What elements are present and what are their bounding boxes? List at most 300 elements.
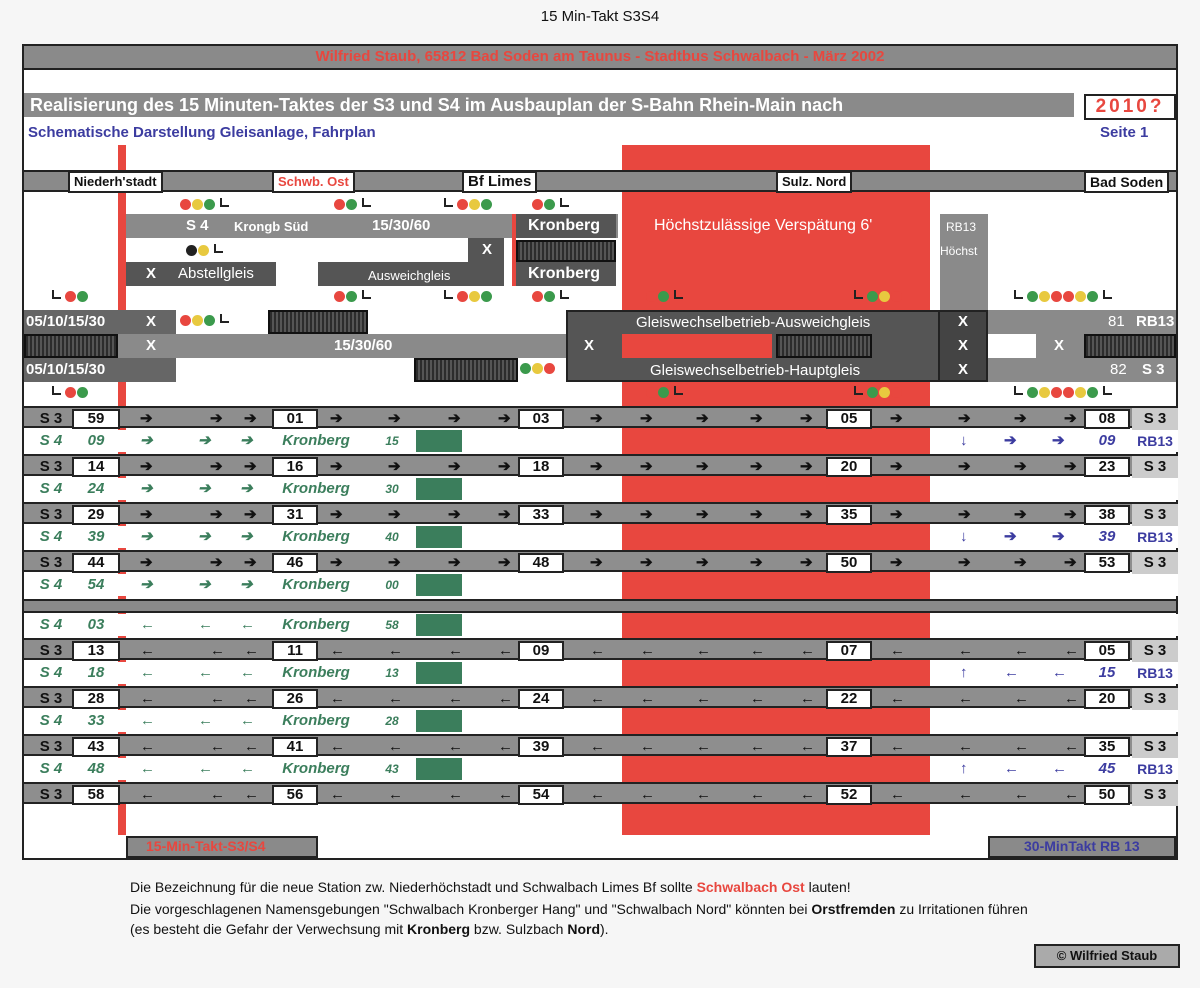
station-time: 54	[518, 785, 564, 805]
arrow-icon: ←	[210, 690, 225, 707]
led-display-gw	[776, 334, 872, 358]
end-line-label: RB13	[1137, 529, 1173, 545]
end-time: 35	[1084, 737, 1130, 757]
station-time: 07	[826, 641, 872, 661]
arrow-icon: ➔	[210, 458, 223, 475]
timetable-row	[24, 638, 1178, 660]
station-time: 48	[518, 553, 564, 573]
departure-time: 39	[87, 528, 105, 545]
station-schwalbach-ost: Schwb. Ost	[272, 171, 355, 193]
arrow-icon: ➔	[388, 410, 401, 427]
end-time: 39	[1098, 528, 1116, 545]
arrow-icon: ➔	[696, 506, 709, 523]
end-time: 38	[1084, 505, 1130, 525]
station-time: 35	[826, 505, 872, 525]
timetable-row	[24, 502, 1178, 524]
arrow-icon: ←	[498, 690, 513, 707]
station-time: 52	[826, 785, 872, 805]
departure-time: 28	[72, 689, 120, 709]
s4-label: S 4	[186, 217, 209, 234]
arrow-icon: ➔	[640, 458, 653, 475]
station-bar	[24, 170, 1176, 192]
line-label: S 4	[39, 712, 63, 729]
led-display-mid-top	[268, 310, 368, 334]
signal-light-17	[850, 386, 903, 398]
arrow-icon: ➔	[958, 506, 971, 523]
x-marker-gw-1: X	[958, 313, 969, 330]
arrow-icon: ←	[800, 786, 815, 803]
arrow-icon: ➔	[890, 554, 903, 571]
end-line-label: S 3	[1132, 640, 1178, 662]
arrow-icon: ←	[1014, 738, 1029, 755]
arrow-icon: ←	[1014, 690, 1029, 707]
arrow-icon: ➔	[640, 410, 653, 427]
signal-light-14	[520, 362, 556, 374]
arrow-icon: ➔	[1014, 506, 1027, 523]
timetable-row	[24, 406, 1178, 428]
arrow-icon: ←	[890, 738, 905, 755]
station-time: 33	[518, 505, 564, 525]
timetable-row	[24, 454, 1178, 476]
arrow-icon: ➔	[498, 554, 511, 571]
abstellgleis-label: Abstellgleis	[178, 265, 254, 282]
arrow-icon: ➔	[140, 554, 153, 571]
arrow-icon: ➔	[1064, 554, 1077, 571]
arrow-icon: ←	[696, 786, 711, 803]
departure-time: 44	[72, 553, 120, 573]
station-time: 56	[272, 785, 318, 805]
red-patch-mid	[622, 334, 772, 358]
end-line-label: S 3	[1132, 784, 1178, 806]
destination-label: Kronberg	[282, 576, 350, 593]
arrow-icon: ➔	[590, 554, 603, 571]
direction-separator	[24, 599, 1176, 613]
author-banner-text: Wilfried Staub, 65812 Bad Soden am Taunus - Stadtbus Schwalbach - März 2002	[315, 48, 885, 65]
arrow-icon: ←	[330, 738, 345, 755]
station-time: 20	[826, 457, 872, 477]
arrow-icon: ←	[890, 642, 905, 659]
arrow-icon: ➔	[240, 576, 253, 593]
timetable-row	[24, 550, 1178, 572]
arrow-icon: ➔	[388, 506, 401, 523]
arrow-icon: ➔	[448, 554, 461, 571]
end-line-label: S 3	[1132, 736, 1178, 758]
arrow-icon: ➔	[330, 410, 343, 427]
note-text: Die Bezeichnung für die neue Station zw. Niederhöchstadt und Schwalbach Limes Bf sollte	[130, 879, 697, 895]
arrow-icon: ←	[244, 738, 259, 755]
arrow-icon: ←	[498, 786, 513, 803]
takt-label-mid: 15/30/60	[334, 337, 393, 354]
arrow-icon: ←	[958, 690, 973, 707]
arrow-icon: ➔	[448, 506, 461, 523]
arrow-icon: ←	[696, 738, 711, 755]
arrow-icon: ➔	[958, 410, 971, 427]
delay-zone-row	[622, 526, 930, 548]
arrow-icon: ←	[1014, 786, 1029, 803]
arrow-icon: ➔	[800, 410, 813, 427]
line-label: S 3	[39, 690, 63, 707]
end-time: 08	[1084, 409, 1130, 429]
heading: Realisierung des 15 Minuten-Taktes der S3 und S4 im Ausbauplan der S-Bahn Rhein-Main nach	[30, 95, 844, 115]
timetable-row	[24, 662, 1178, 684]
destination-label: Kronberg	[282, 664, 350, 681]
signal-light-7	[334, 290, 375, 302]
arrow-icon: ➔	[590, 458, 603, 475]
signal-light-4	[532, 198, 573, 210]
arrow-icon: ➔	[244, 506, 257, 523]
note-text: lauten!	[804, 879, 851, 895]
signal-light-6	[48, 290, 89, 302]
station-time: 41	[272, 737, 318, 757]
arrow-icon: ←	[240, 712, 255, 729]
hoechst-label: Höchst	[940, 244, 978, 258]
station-time: 26	[272, 689, 318, 709]
arrow-icon: ←	[1014, 642, 1029, 659]
end-line-label: S 3	[1132, 552, 1178, 574]
arrow-icon: ←	[590, 738, 605, 755]
end-line-label: RB13	[1137, 665, 1173, 681]
departure-time: 54	[87, 576, 105, 593]
departure-time: 43	[72, 737, 120, 757]
station-time: 05	[826, 409, 872, 429]
timetable-row	[24, 710, 1178, 732]
arrow-icon: ←	[140, 712, 155, 729]
station-time: 37	[826, 737, 872, 757]
arrow-icon: ←	[198, 712, 213, 729]
arrow-icon: ←	[140, 760, 155, 777]
note-line-3	[130, 920, 609, 939]
arrow-icon: ➔	[1004, 432, 1017, 449]
arrow-icon: ←	[1052, 760, 1067, 777]
arrow-icon: ←	[210, 786, 225, 803]
arrow-icon: ➔	[240, 528, 253, 545]
arrow-icon: ➔	[330, 506, 343, 523]
arrow-icon: ←	[640, 786, 655, 803]
x-marker-left-top: X	[146, 313, 157, 330]
station-time: 16	[272, 457, 318, 477]
departure-time: 18	[87, 664, 105, 681]
arrow-icon: ➔	[330, 458, 343, 475]
arrival-time: 28	[385, 714, 399, 728]
arrow-icon: ➔	[240, 480, 253, 497]
signal-light-3	[440, 198, 493, 210]
arrow-icon: ←	[1004, 664, 1019, 681]
delay-zone-row	[622, 478, 930, 500]
departure-time: 24	[87, 480, 105, 497]
arrow-icon: ➔	[696, 554, 709, 571]
signal-light-16	[646, 386, 687, 398]
x-marker-abstell: X	[146, 265, 157, 282]
arrow-icon: ←	[198, 616, 213, 633]
arrow-icon: ←	[890, 690, 905, 707]
left-times-top: 05/10/15/30	[26, 313, 106, 330]
arrow-icon: ←	[388, 786, 403, 803]
arrow-icon: ←	[240, 616, 255, 633]
destination-label: Kronberg	[282, 712, 350, 729]
arrow-icon: ←	[498, 642, 513, 659]
arrow-icon: ➔	[800, 506, 813, 523]
max-delay-label: Höchstzulässige Verspätung 6'	[654, 217, 873, 234]
x-marker-gw-2: X	[958, 337, 969, 354]
station-time: 03	[518, 409, 564, 429]
timetable-row	[24, 430, 1178, 452]
end-time: 23	[1084, 457, 1130, 477]
arrow-icon: ←	[140, 642, 155, 659]
departure-time: 59	[72, 409, 120, 429]
arrow-icon: ➔	[198, 480, 211, 497]
r82-label: 82	[1110, 361, 1127, 378]
arrival-time: 13	[385, 666, 399, 680]
year-box: 2010?	[1084, 94, 1176, 120]
arrow-icon: ➔	[244, 410, 257, 427]
line-label: S 3	[39, 458, 63, 475]
arrow-icon: ➔	[448, 410, 461, 427]
kronberg-block	[416, 430, 462, 452]
end-line-label: S 3	[1132, 408, 1178, 430]
arrow-icon: ←	[750, 738, 765, 755]
arrow-icon: ➔	[800, 554, 813, 571]
station-time: 24	[518, 689, 564, 709]
footer-right-label: 30-MinTakt RB 13	[1024, 838, 1140, 854]
departure-time: 33	[87, 712, 105, 729]
note-text: Die vorgeschlagenen Namensgebungen "Schwalbach Kronberger Hang" und "Schwalbach Nord" könnten bei	[130, 901, 812, 917]
end-time: 20	[1084, 689, 1130, 709]
departure-time: 14	[72, 457, 120, 477]
arrow-icon: ➔	[1014, 554, 1027, 571]
arrow-icon: ➔	[890, 410, 903, 427]
signal-light-8	[440, 290, 493, 302]
r81-label: 81	[1108, 313, 1125, 330]
note-highlight-red: Schwalbach Ost	[696, 879, 805, 895]
arrow-icon: ←	[1064, 690, 1079, 707]
kronberg-block	[416, 662, 462, 684]
krongb-sued-label: Krongb Süd	[234, 219, 309, 234]
s3-right-label: S 3	[1142, 361, 1165, 378]
note-text: (es besteht die Gefahr der Verwechsung mit	[130, 921, 408, 937]
note-line-2	[130, 900, 1028, 919]
white-gap-right	[988, 334, 1036, 358]
arrow-icon: ➔	[498, 506, 511, 523]
arrow-icon: ➔	[750, 554, 763, 571]
timetable-row	[24, 686, 1178, 708]
led-display-right	[1084, 334, 1176, 358]
station-niederhoechstadt: Niederh'stadt	[68, 171, 163, 193]
station-time: 01	[272, 409, 318, 429]
kronberg-block	[416, 478, 462, 500]
destination-label: Kronberg	[282, 760, 350, 777]
arrow-icon: ➔	[696, 410, 709, 427]
gleiswechsel-haupt-label: Gleiswechselbetrieb-Hauptgleis	[650, 362, 861, 379]
arrow-icon: ←	[140, 616, 155, 633]
x-marker-right: X	[1054, 337, 1065, 354]
arrow-icon: ←	[244, 786, 259, 803]
arrow-icon: ←	[800, 642, 815, 659]
line-label: S 4	[39, 432, 63, 449]
line-label: S 3	[39, 738, 63, 755]
arrow-icon: ←	[890, 786, 905, 803]
page-label: Seite 1	[1100, 124, 1149, 141]
arrow-icon: ↑	[960, 664, 968, 681]
arrow-icon: ←	[448, 738, 463, 755]
arrow-icon: ↑	[960, 760, 968, 777]
kronberg-block	[416, 614, 462, 636]
arrow-icon: ←	[800, 690, 815, 707]
arrow-icon: ←	[240, 760, 255, 777]
arrow-icon: ←	[210, 738, 225, 755]
arrow-icon: ➔	[750, 458, 763, 475]
end-line-label: RB13	[1137, 433, 1173, 449]
arrow-icon: ←	[800, 738, 815, 755]
arrow-icon: ←	[696, 690, 711, 707]
arrow-icon: ←	[388, 738, 403, 755]
arrow-icon: ←	[590, 690, 605, 707]
line-label: S 3	[39, 554, 63, 571]
copyright-box: © Wilfried Staub	[1034, 944, 1180, 968]
line-label: S 4	[39, 528, 63, 545]
rb13-right-label: RB13	[1136, 313, 1175, 330]
note-line-1	[130, 878, 851, 897]
arrow-icon: ←	[448, 786, 463, 803]
kronberg-block	[416, 710, 462, 732]
arrow-icon: ←	[330, 786, 345, 803]
note-bold: Kronberg	[407, 921, 471, 937]
station-time: 11	[272, 641, 318, 661]
arrow-icon: ➔	[498, 410, 511, 427]
arrow-icon: ←	[1064, 642, 1079, 659]
arrow-icon: ➔	[210, 506, 223, 523]
arrow-icon: ➔	[210, 554, 223, 571]
arrow-icon: ➔	[198, 432, 211, 449]
arrival-time: 40	[385, 530, 399, 544]
destination-label: Kronberg	[282, 616, 350, 633]
footer-left-label: 15-Min-Takt-S3/S4	[146, 838, 266, 854]
arrow-icon: ←	[640, 642, 655, 659]
signal-light-12	[1010, 290, 1116, 302]
arrow-icon: ➔	[890, 458, 903, 475]
red-divider	[512, 214, 516, 286]
timetable-row	[24, 574, 1178, 596]
subtitle: Schematische Darstellung Gleisanlage, Fahrplan	[28, 124, 376, 141]
end-line-label: RB13	[1137, 761, 1173, 777]
station-time: 39	[518, 737, 564, 757]
station-time: 18	[518, 457, 564, 477]
arrow-icon: ➔	[388, 554, 401, 571]
delay-zone-row	[622, 710, 930, 732]
arrow-icon: ➔	[244, 458, 257, 475]
line-label: S 4	[39, 480, 63, 497]
arrival-time: 00	[385, 578, 399, 592]
arrow-icon: ↓	[960, 528, 968, 545]
arrow-icon: ←	[330, 642, 345, 659]
line-label: S 3	[39, 410, 63, 427]
arrow-icon: ➔	[140, 458, 153, 475]
departure-time: 13	[72, 641, 120, 661]
departure-time: 29	[72, 505, 120, 525]
arrow-icon: ➔	[140, 528, 153, 545]
arrow-icon: ➔	[750, 410, 763, 427]
arrow-icon: ➔	[388, 458, 401, 475]
arrow-icon: ➔	[140, 432, 153, 449]
arrow-icon: ←	[1064, 738, 1079, 755]
signal-light-18	[1010, 386, 1116, 398]
x-marker-gw-left: X	[584, 337, 595, 354]
arrow-icon: ←	[590, 786, 605, 803]
line-label: S 3	[39, 642, 63, 659]
arrow-icon: ➔	[590, 506, 603, 523]
arrow-icon: ➔	[640, 506, 653, 523]
left-times-bottom: 05/10/15/30	[26, 361, 106, 378]
arrival-time: 58	[385, 618, 399, 632]
arrow-icon: ➔	[1052, 528, 1065, 545]
signal-light-5	[186, 244, 227, 256]
arrow-icon: ←	[958, 786, 973, 803]
signal-light-2	[334, 198, 375, 210]
arrow-icon: ←	[1064, 786, 1079, 803]
arrow-icon: ←	[750, 642, 765, 659]
arrow-icon: ←	[750, 690, 765, 707]
arrow-icon: ➔	[330, 554, 343, 571]
arrow-icon: ←	[448, 642, 463, 659]
end-time: 45	[1098, 760, 1116, 777]
signal-light-11	[850, 290, 903, 302]
ausweichgleis-label: Ausweichgleis	[368, 268, 451, 283]
note-bold: Nord	[567, 921, 600, 937]
delay-zone-row	[622, 614, 930, 636]
arrow-icon: ➔	[1014, 458, 1027, 475]
end-time: 05	[1084, 641, 1130, 661]
arrow-icon: ➔	[750, 506, 763, 523]
arrow-icon: ➔	[140, 480, 153, 497]
station-sulzbach-nord: Sulz. Nord	[776, 171, 852, 193]
arrow-icon: ←	[1004, 760, 1019, 777]
note-text: zu Irritationen führen	[895, 901, 1028, 917]
arrow-icon: ←	[240, 664, 255, 681]
arrow-icon: ➔	[1014, 410, 1027, 427]
x-marker-left-mid: X	[146, 337, 157, 354]
line-label: S 3	[39, 786, 63, 803]
arrow-icon: ←	[140, 664, 155, 681]
line-label: S 3	[39, 506, 63, 523]
arrow-icon: ←	[696, 642, 711, 659]
ausweich-gap	[318, 238, 468, 262]
line-label: S 4	[39, 664, 63, 681]
arrow-icon: ←	[958, 738, 973, 755]
station-time: 46	[272, 553, 318, 573]
departure-time: 48	[87, 760, 105, 777]
signal-light-15	[48, 386, 89, 398]
document-title: 15 Min-Takt S3S4	[540, 8, 660, 25]
arrow-icon: ➔	[590, 410, 603, 427]
destination-label: Kronberg	[282, 432, 350, 449]
delay-zone-row	[622, 758, 930, 780]
arrow-icon: ↓	[960, 432, 968, 449]
line-label: S 4	[39, 576, 63, 593]
arrow-icon: ➔	[210, 410, 223, 427]
arrow-icon: ←	[388, 642, 403, 659]
arrow-icon: ←	[198, 760, 213, 777]
end-time: 50	[1084, 785, 1130, 805]
station-time: 09	[518, 641, 564, 661]
kronberg-label-bottom: Kronberg	[528, 265, 600, 282]
end-time: 15	[1098, 664, 1116, 681]
destination-label: Kronberg	[282, 528, 350, 545]
station-time: 22	[826, 689, 872, 709]
kronberg-label-top: Kronberg	[528, 217, 600, 234]
arrow-icon: ➔	[240, 432, 253, 449]
station-bf-limes: Bf Limes	[462, 171, 537, 193]
arrow-icon: ➔	[1004, 528, 1017, 545]
end-time: 09	[1098, 432, 1116, 449]
